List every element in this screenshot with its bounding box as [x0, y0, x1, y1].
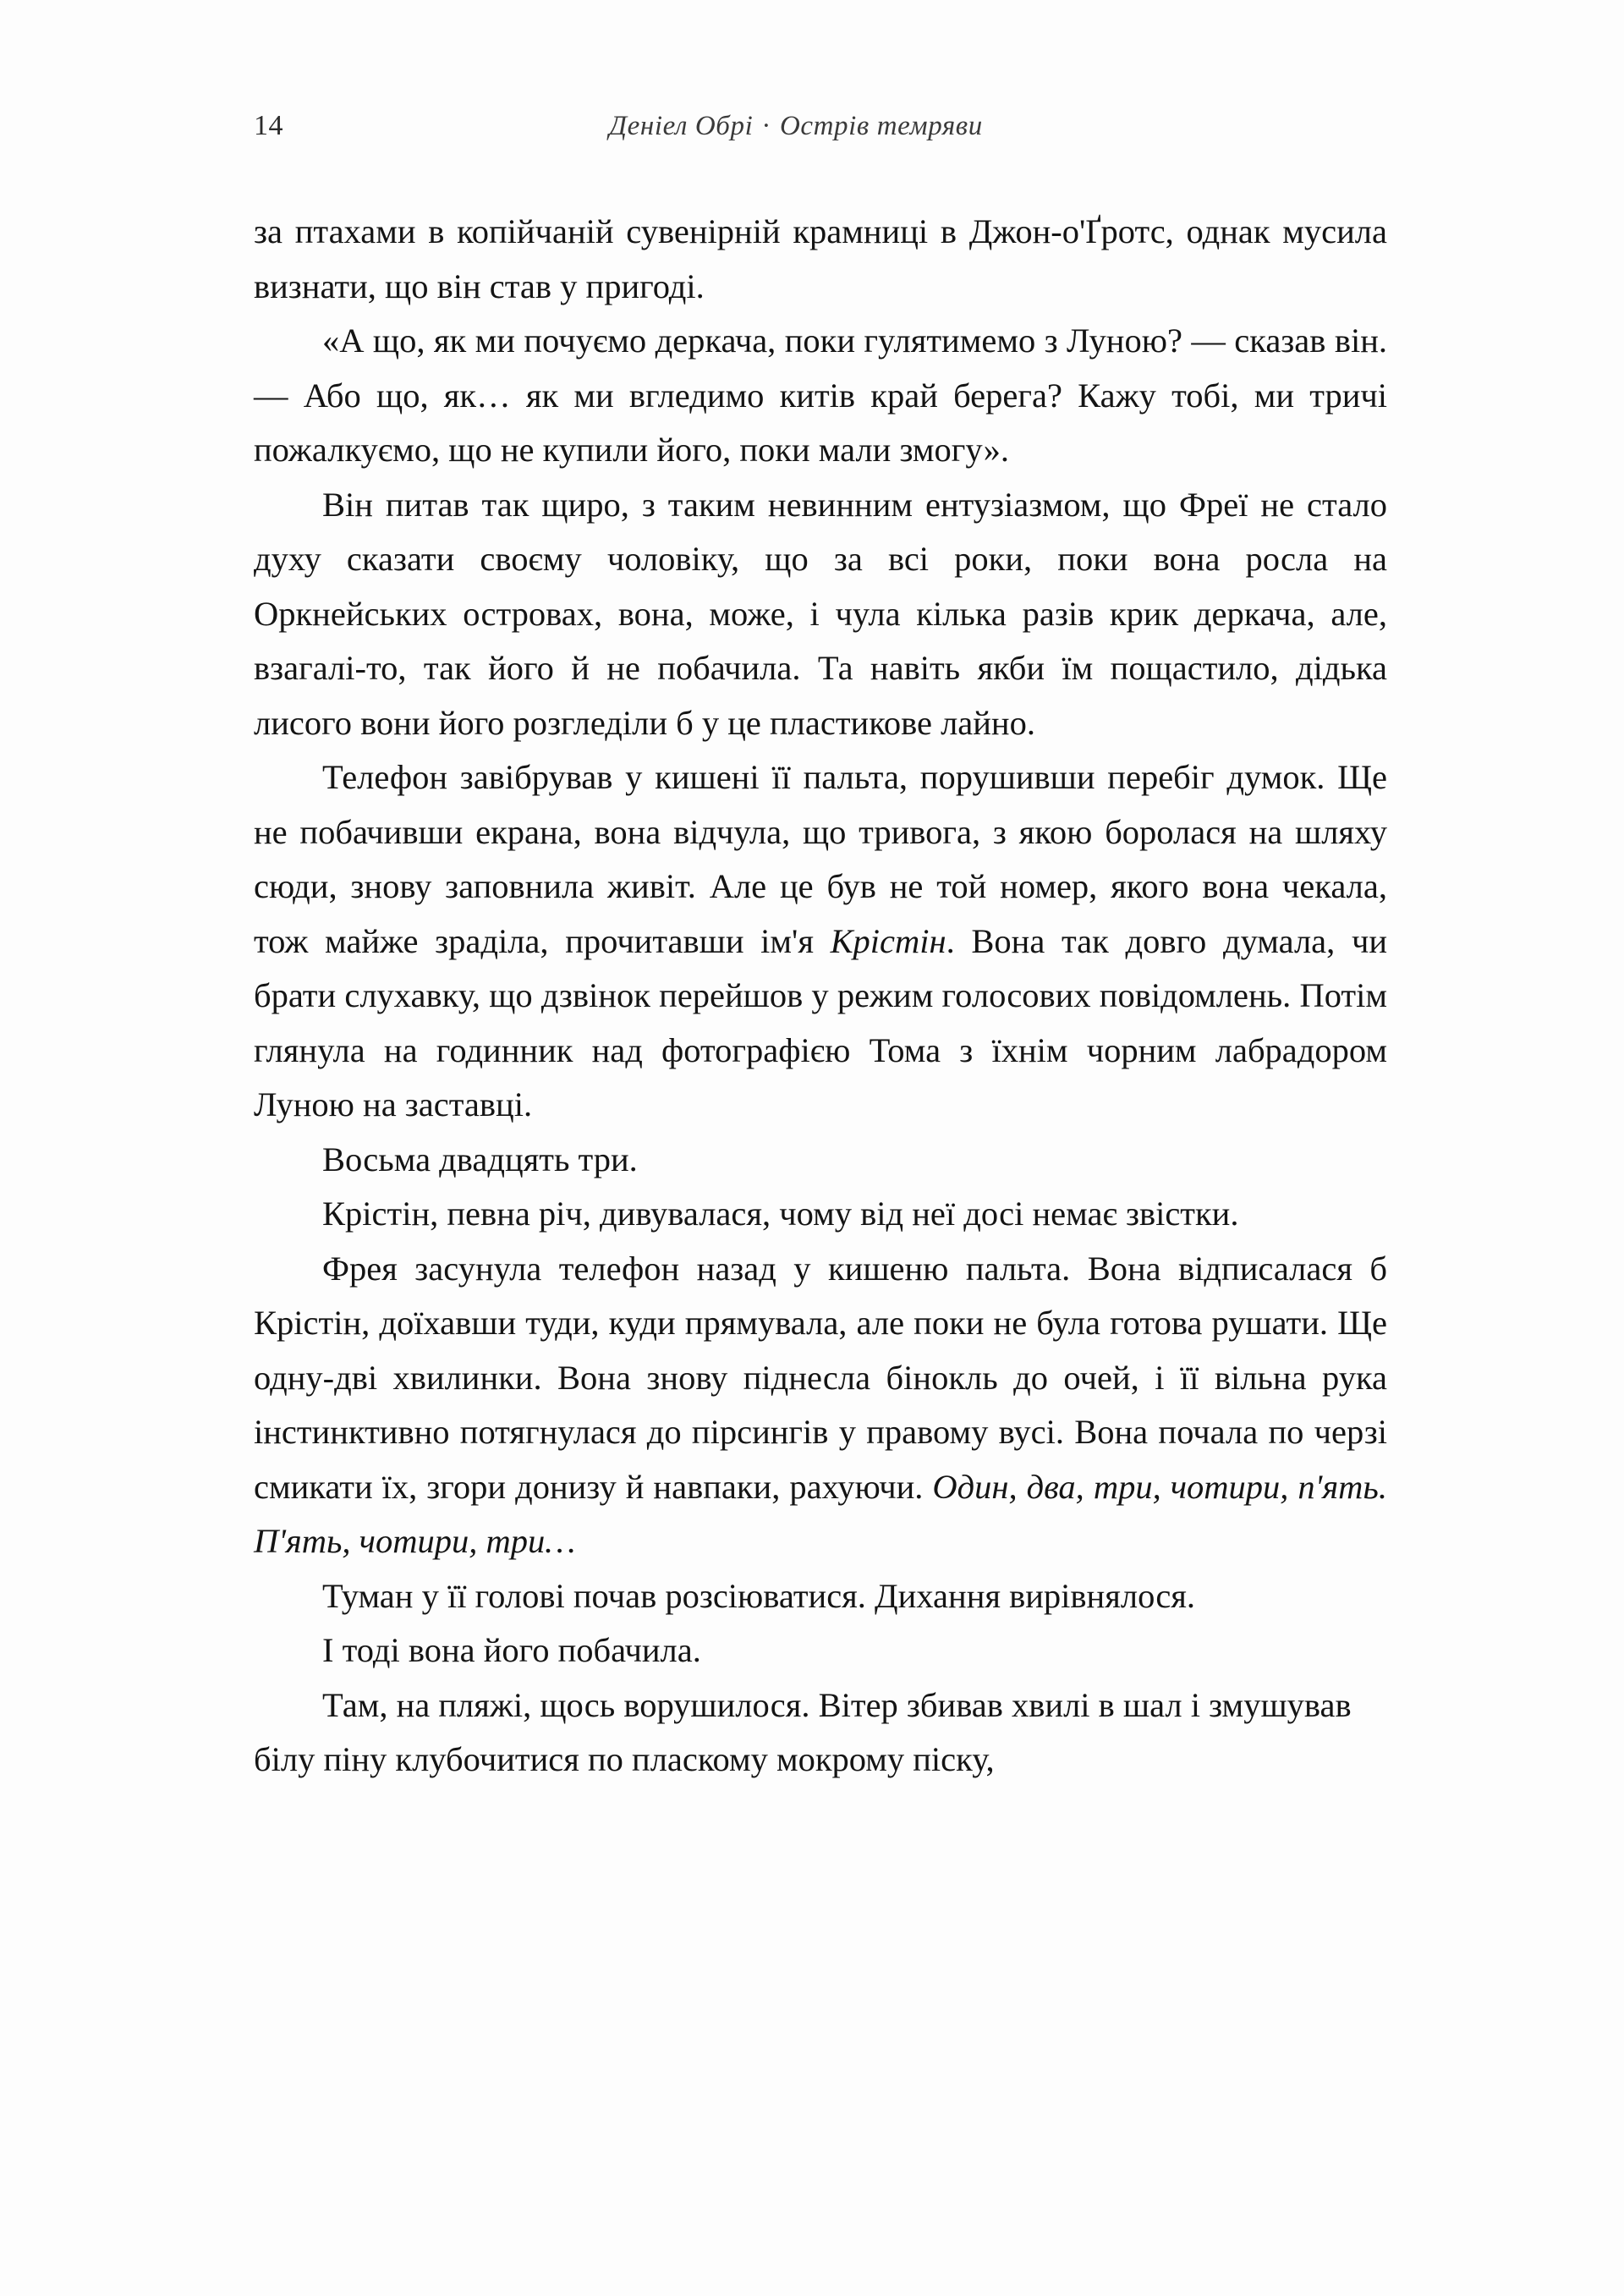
paragraph-2: «А що, як ми почуємо деркача, поки гулятимемо з Луною? — сказав він. — Або що, як… як ми вгледимо китів край берега? Кажу тобі, ми тричі пожалкуємо, що не купили його, поки мали змогу».: [254, 321, 1387, 469]
running-title-separator: ·: [761, 111, 771, 141]
paragraph-9: І тоді вона його побачила.: [322, 1631, 701, 1669]
running-title-work: Острів темряви: [779, 111, 983, 141]
emphasized-text: Один, два, три, чотири, п'ять. П'ять, чотири, три…: [254, 1467, 1387, 1560]
page-number: 14: [254, 110, 283, 141]
paragraph-8: Туман у її голові почав розсіюватися. Дихання вирівнялося.: [322, 1576, 1196, 1615]
body-text: [254, 205, 1387, 1788]
running-head: [254, 110, 1387, 161]
paragraph-6: Крістін, певна річ, дивувалася, чому від неї досі немає звістки.: [322, 1195, 1239, 1233]
text-run: Фрея засунула телефон назад у кишеню пальта. Вона відписалася б Крістін, доїхавши туди, куди прямувала, але поки не була готова рушати. Ще одну-дві хвилинки. Вона знову піднесла бінокль до очей, і її вільна рука інстинктивно потягнулася до пірсингів у правому вусі. Вона почала по черзі смикати їх, згори донизу й навпаки, рахуючи.: [254, 1249, 1387, 1506]
paragraph-7: [254, 1242, 1387, 1569]
running-title-author: Деніел Обрі: [609, 111, 754, 141]
paragraph-5: Восьма двадцять три.: [322, 1140, 638, 1178]
page-content-area: [254, 110, 1387, 1788]
text-run: . Вона так довго думала, чи брати слухавку, що дзвінок перейшов у режим голосових повідомлень. Потім глянула на годинник над фотографією Тома з їхнім чорним лабрадором Луною на заставці.: [254, 921, 1387, 1123]
paragraph-10: Там, на пляжі, щось ворушилося. Вітер збивав хвилі в шал і змушував білу піну клубочитися по пласкому мокрому піску,: [254, 1685, 1352, 1778]
emphasized-text: Крістін: [830, 921, 946, 960]
paragraph-1: за птахами в копійчаній сувенірній крамниці в Джон-о'Ґротс, однак мусила визнати, що він став у пригоді.: [254, 212, 1387, 305]
paragraph-4: [254, 750, 1387, 1133]
text-run: Телефон завібрував у кишені її пальта, порушивши перебіг думок. Ще не побачивши екрана, вона відчула, що тривога, з якою боролася на шляху сюди, знову заповнила живіт. Але це був не той номер, якого вона чекала, тож майже зраділа, прочитавши ім'я: [254, 758, 1387, 960]
paragraph-3: Він питав так щиро, з таким невинним ентузіазмом, що Фреї не стало духу сказати своєму чоловіку, що за всі роки, поки вона росла на Оркнейських островах, вона, може, і чула кілька разів крик деркача, але, взагалі-то, так його й не побачила. Та навіть якби їм пощастило, дідька лисого вони його розгледіли б у це пластикове лайно.: [254, 485, 1387, 742]
running-title: [609, 111, 983, 142]
